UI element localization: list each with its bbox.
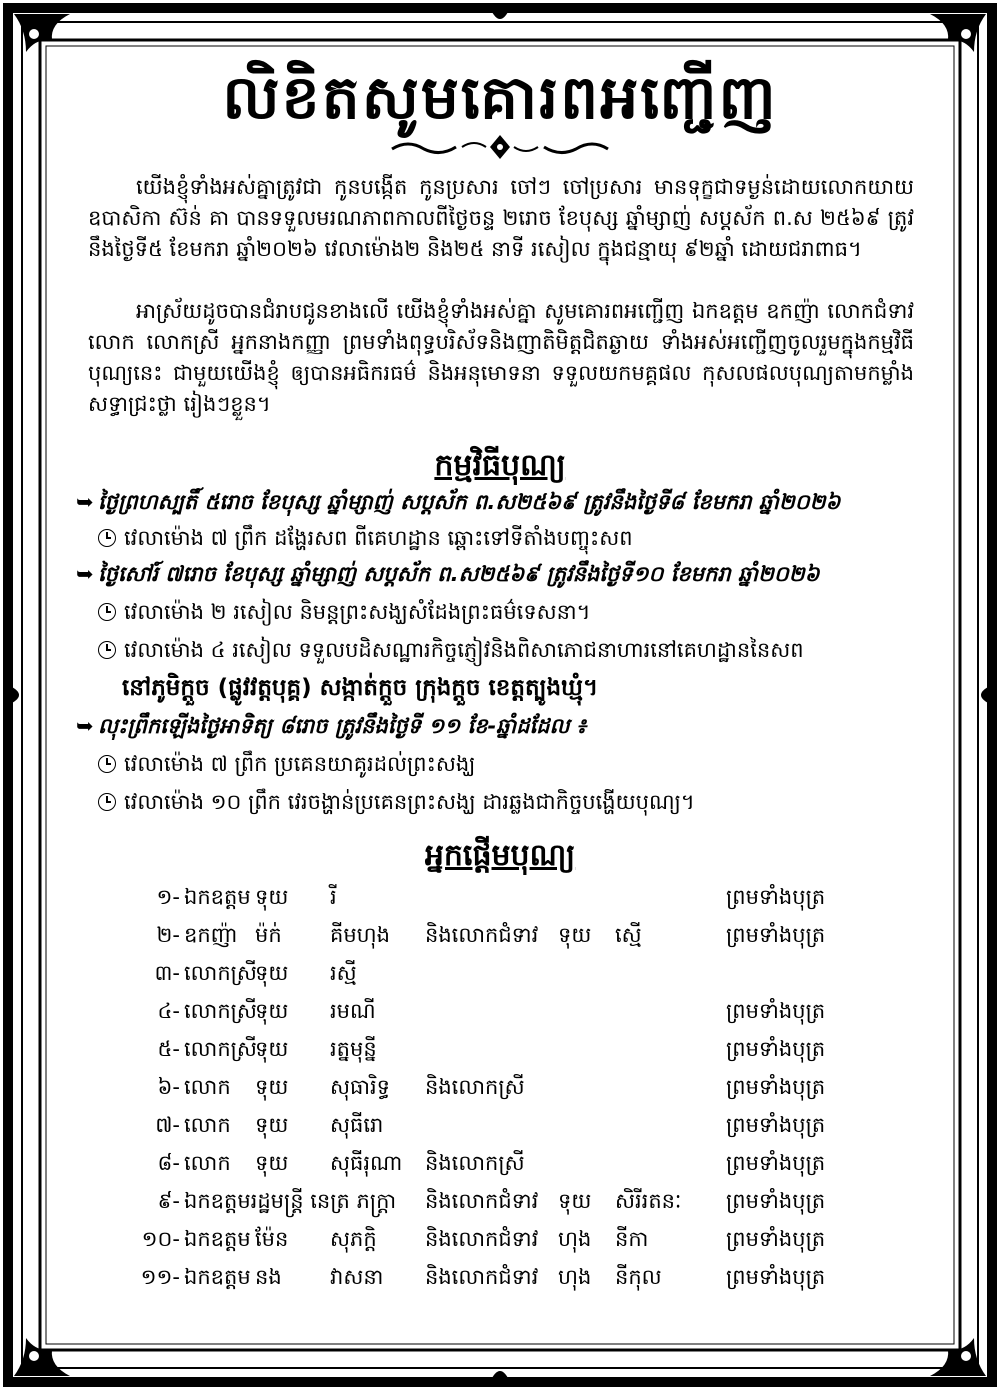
host-row bbox=[70, 994, 930, 1028]
host-row bbox=[70, 1070, 930, 1104]
host-spouse-title: និងលោកជំទាវ bbox=[425, 923, 539, 947]
host-name-2: រស្មី bbox=[330, 961, 357, 985]
host-family: ព្រមទាំងបុត្រ bbox=[726, 1075, 826, 1099]
host-title: ឧកញ៉ា bbox=[184, 923, 238, 947]
host-row bbox=[70, 1184, 930, 1218]
host-number: ១០- bbox=[141, 1227, 180, 1251]
program-heading: កម្មវិធីបុណ្យ bbox=[434, 448, 566, 483]
host-spouse-name-1: ទុយ bbox=[558, 1189, 592, 1213]
host-spouse-name-2: នីកុល bbox=[615, 1265, 662, 1289]
program-time-5: វេលាម៉ោង ១០ ព្រឹក វេរចង្ហាន់ប្រគេនព្រះសង្ឃ ដារឆ្លងជាកិច្ចបង្ហើយបុណ្យ។ bbox=[98, 788, 695, 816]
host-row bbox=[70, 956, 930, 990]
host-spouse-name-1: ហុង bbox=[558, 1265, 592, 1289]
host-family: ព្រមទាំងបុត្រ bbox=[726, 1227, 826, 1251]
host-title: លោក bbox=[184, 1075, 231, 1099]
host-name-1: ទុយ bbox=[255, 961, 289, 985]
host-spouse-title: និងលោកជំទាវ bbox=[425, 1227, 539, 1251]
host-family: ព្រមទាំងបុត្រ bbox=[726, 1113, 826, 1137]
host-spouse-name-2: ស្មើ bbox=[615, 923, 642, 947]
host-family: ព្រមទាំងបុត្រ bbox=[726, 1151, 826, 1175]
host-number: ៦- bbox=[157, 1075, 180, 1099]
page-title: លិខិតសូមគោរពអញ្ជើញ bbox=[222, 63, 778, 133]
host-row bbox=[70, 1146, 930, 1180]
host-name-2: វាសនា bbox=[330, 1265, 384, 1289]
hosts-heading: អ្នកផ្តើមបុណ្យ bbox=[424, 838, 576, 873]
host-name-1: ទុយ bbox=[255, 1113, 289, 1137]
clock-icon bbox=[98, 793, 116, 811]
host-name-2: សុធីរោ bbox=[330, 1113, 384, 1137]
host-name-1: ម៉ក់ bbox=[255, 923, 282, 947]
host-name-2: សុភក្តិ bbox=[330, 1227, 377, 1251]
host-number: ៥- bbox=[157, 1037, 180, 1061]
program-time-2: វេលាម៉ោង ២ រសៀល និមន្តព្រះសង្ឃសំដែងព្រះធម៌ទេសនា។ bbox=[98, 598, 590, 626]
host-spouse-name-1: ហុង bbox=[558, 1227, 592, 1251]
program-time-1: វេលាម៉ោង ៧ ព្រឹក ដង្ហែរសព ពីគេហដ្ឋាន ឆ្ពោះទៅទីតាំងបញ្ចុះសព bbox=[98, 524, 633, 552]
host-number: ៩- bbox=[157, 1189, 180, 1213]
host-number: ១- bbox=[156, 885, 180, 909]
host-spouse-name-2: នីកា bbox=[615, 1227, 649, 1251]
host-name-1: ទុយ bbox=[255, 1151, 289, 1175]
clock-icon bbox=[98, 603, 116, 621]
host-title: លោកស្រី bbox=[184, 1037, 257, 1061]
letter-content bbox=[70, 40, 930, 1350]
host-row bbox=[70, 1032, 930, 1066]
host-name-1: ទុយ bbox=[255, 885, 289, 909]
host-row bbox=[70, 1222, 930, 1256]
host-title: ឯកឧត្តមរដ្ឋមន្ត្រី នេត្រ ភក្ត្រា bbox=[184, 1189, 397, 1213]
intro-paragraph: យើងខ្ញុំទាំងអស់គ្នាត្រូវជា កូនបង្កើត កូនប្រសារ ចៅៗ ចៅប្រសារ មានទុក្ខជាទម្ងន់ដោយលោកយាយ ឧបាសិកា ស៊ន់ គា បានទទួលមរណភាពកាលពីថ្ងៃចន្ទ ២រោច ខែបុស្ស ឆ្នាំម្សាញ់ សប្តស័ក ព.ស ២៥៦៩ ត្រូវនឹងថ្ងៃទី៥ ខែមករា ឆ្នាំ២០២៦ វេលាម៉ោង២ និង២៥ នាទី រសៀល ក្នុងជន្មាយុ ៩២ឆ្នាំ ដោយជរាពាធ។ bbox=[88, 175, 914, 261]
host-name-2: គីមហុង bbox=[330, 923, 390, 947]
host-number: ៨- bbox=[157, 1151, 180, 1175]
program-day-2: ➥ ថ្ងៃសៅរ៍ ៧រោច ខែបុស្ស ឆ្នាំម្សាញ់ សប្តស័ក ព.ស២៥៦៩ ត្រូវនឹងថ្ងៃទី១០ ខែមករា ឆ្នាំ២០២៦ bbox=[76, 562, 820, 586]
host-title: លោក bbox=[184, 1113, 231, 1137]
title-ornament bbox=[388, 135, 612, 159]
clock-icon bbox=[98, 755, 116, 773]
host-number: ៣- bbox=[154, 961, 180, 985]
host-family: ព្រមទាំងបុត្រ bbox=[726, 885, 826, 909]
host-row bbox=[70, 918, 930, 952]
host-title: លោក bbox=[184, 1151, 231, 1175]
host-family: ព្រមទាំងបុត្រ bbox=[726, 1189, 826, 1213]
host-name-1: ទុយ bbox=[255, 1075, 289, 1099]
host-spouse-title: និងលោកជំទាវ bbox=[425, 1189, 539, 1213]
host-number: ៤- bbox=[157, 999, 180, 1023]
host-spouse-name-1: ទុយ bbox=[558, 923, 592, 947]
host-family: ព្រមទាំងបុត្រ bbox=[726, 1265, 826, 1289]
host-family: ព្រមទាំងបុត្រ bbox=[726, 923, 826, 947]
clock-icon bbox=[98, 641, 116, 659]
host-name-1: ទុយ bbox=[255, 1037, 289, 1061]
host-name-2: រត្នមុន្នី bbox=[330, 1037, 377, 1061]
host-row bbox=[70, 880, 930, 914]
program-time-3: វេលាម៉ោង ៤ រសៀល ទទួលបដិសណ្ឋារកិច្ចភ្ញៀវនិងពិសាភោជនាហារនៅគេហដ្ឋាននៃសព bbox=[98, 636, 804, 664]
host-family: ព្រមទាំងបុត្រ bbox=[726, 1037, 826, 1061]
host-spouse-title: និងលោកស្រី bbox=[425, 1151, 525, 1175]
host-title: លោកស្រី bbox=[184, 961, 257, 985]
invitation-paragraph: អាស្រ័យដូចបានជំរាបជូនខាងលើ យើងខ្ញុំទាំងអស់គ្នា សូមគោរពអញ្ជើញ ឯកឧត្តម ឧកញ៉ា លោកជំទាវ លោក លោកស្រី អ្នកនាងកញ្ញា ព្រមទាំងពុទ្ធបរិស័ទនិងញាតិមិត្តជិតឆ្ងាយ ទាំងអស់អញ្ជើញចូលរួមក្នុងកម្មវិធីបុណ្យនេះ ជាមួយយើងខ្ញុំ ឲ្យបានអធិករធម៌ និងអនុមោទនា ទទួលយកមគ្គផល កុសលផលបុណ្យតាមកម្លាំងសទ្ធាជ្រះថ្លា រៀងៗខ្លួន។ bbox=[88, 299, 914, 416]
program-day-1: ➥ ថ្ងៃព្រហស្បតិ៍ ៥រោច ខែបុស្ស ឆ្នាំម្សាញ់ សប្តស័ក ព.ស២៥៦៩ ត្រូវនឹងថ្ងៃទី៨ ខែមករា ឆ្នាំ២០២៦ bbox=[76, 490, 841, 514]
host-number: ១១- bbox=[140, 1265, 180, 1289]
program-time-4: វេលាម៉ោង ៧ ព្រឹក ប្រគេនយាគូរដល់ព្រះសង្ឃ bbox=[98, 750, 475, 778]
program-location: នៅភូមិក្តួច (ផ្លូវវត្តបុគ្គ) សង្កាត់ក្តួច ក្រុងក្តួច ខេត្តត្បូងឃ្មុំ។ bbox=[122, 675, 599, 701]
program-day-3: ➥ លុះព្រឹកឡើងថ្ងៃអាទិត្យ ៨រោច ត្រូវនឹងថ្ងៃទី ១១ ខែ-ឆ្នាំដដែល ៖ bbox=[76, 714, 587, 738]
host-name-2: រមណី bbox=[330, 999, 376, 1023]
arrow-icon: ➥ bbox=[76, 490, 94, 514]
host-row bbox=[70, 1108, 930, 1142]
host-name-1: ម៉ែន bbox=[255, 1227, 289, 1251]
host-spouse-name-2: សិរីរតនៈ bbox=[615, 1189, 682, 1213]
host-title: ឯកឧត្តម bbox=[184, 885, 251, 909]
host-title: ឯកឧត្តម bbox=[184, 1227, 251, 1251]
host-spouse-title: និងលោកស្រី bbox=[425, 1075, 525, 1099]
host-name-1: នង bbox=[255, 1265, 282, 1289]
host-title: ឯកឧត្តម bbox=[184, 1265, 251, 1289]
host-row bbox=[70, 1260, 930, 1294]
arrow-icon: ➥ bbox=[76, 562, 94, 586]
host-name-2: រី bbox=[330, 885, 337, 909]
arrow-icon: ➥ bbox=[76, 714, 94, 738]
host-number: ៧- bbox=[155, 1113, 180, 1137]
host-family: ព្រមទាំងបុត្រ bbox=[726, 999, 826, 1023]
clock-icon bbox=[98, 529, 116, 547]
host-name-1: ទុយ bbox=[255, 999, 289, 1023]
host-name-2: សុធីរុណា bbox=[330, 1151, 403, 1175]
host-title: លោកស្រី bbox=[184, 999, 257, 1023]
host-spouse-title: និងលោកជំទាវ bbox=[425, 1265, 539, 1289]
host-number: ២- bbox=[156, 923, 180, 947]
host-name-2: សុធារិទ្ធ bbox=[330, 1075, 390, 1099]
